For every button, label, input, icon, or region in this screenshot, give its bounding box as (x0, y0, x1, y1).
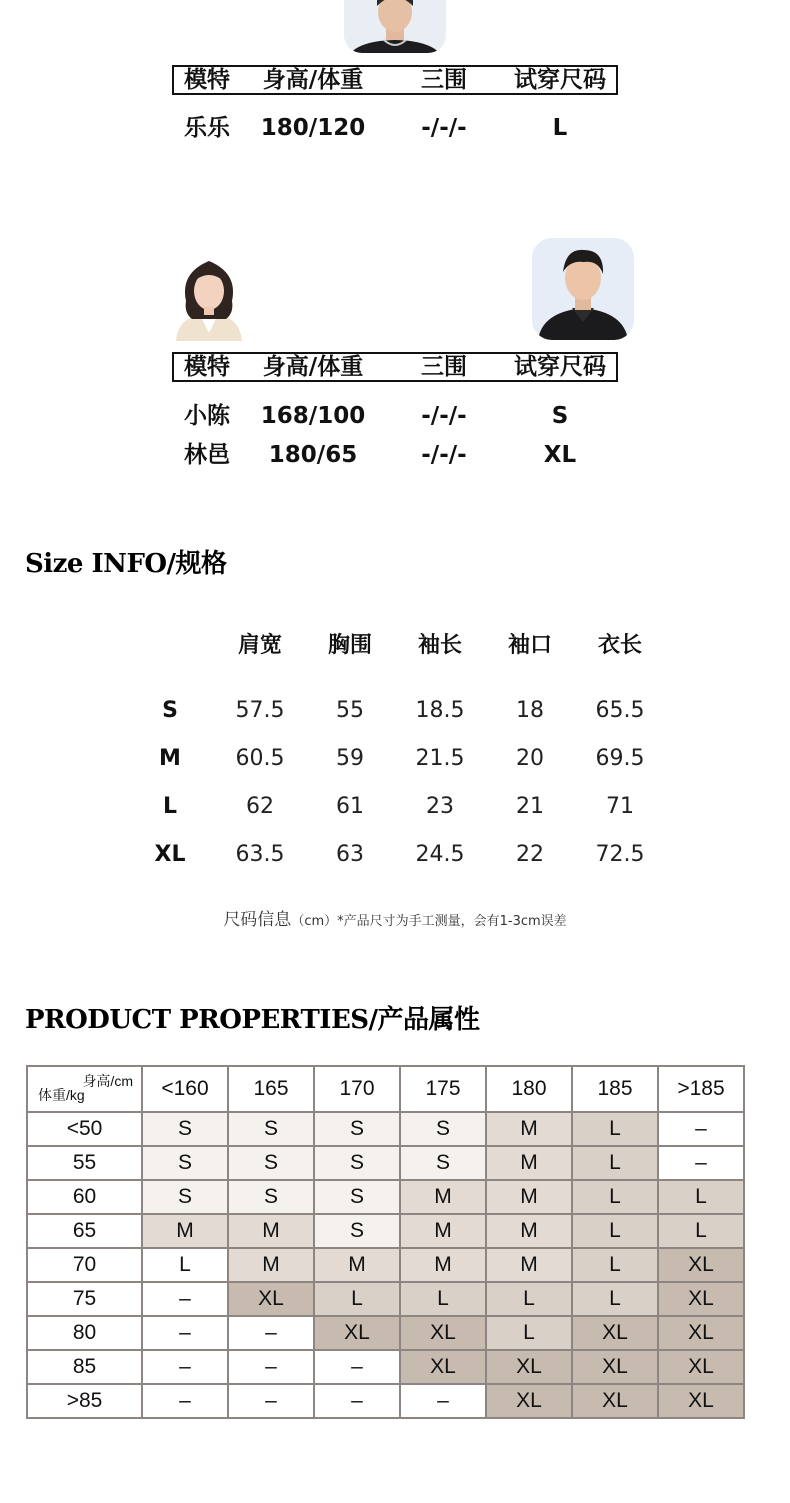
grid-row (27, 1282, 744, 1316)
size-cell: XL (658, 1384, 744, 1418)
size-cell: M (486, 1214, 572, 1248)
model-height-weight: 180/65 (268, 442, 358, 468)
size-value: 21.5 (415, 746, 465, 771)
height-header: 185 (572, 1066, 658, 1112)
model-name: 乐乐 (184, 115, 230, 141)
model-avatar-xiaochen (168, 253, 250, 341)
size-cell: XL (572, 1384, 658, 1418)
size-cell: – (228, 1316, 314, 1350)
size-cell: S (142, 1146, 228, 1180)
weight-axis-label: 体重/kg (38, 1087, 85, 1103)
size-value: 24.5 (415, 842, 465, 867)
size-cell: L (572, 1248, 658, 1282)
size-cell: L (658, 1180, 744, 1214)
model-size: L (552, 115, 568, 141)
weight-label: 70 (27, 1248, 142, 1282)
size-cell: S (142, 1112, 228, 1146)
height-header: 170 (314, 1066, 400, 1112)
grid-row (27, 1248, 744, 1282)
size-cell: XL (658, 1350, 744, 1384)
size-value: 20 (516, 746, 544, 771)
size-cell: M (400, 1214, 486, 1248)
grid-row (27, 1350, 744, 1384)
grid-row (27, 1180, 744, 1214)
size-cell: M (228, 1214, 314, 1248)
size-cell: M (228, 1248, 314, 1282)
size-cell: XL (486, 1384, 572, 1418)
model-photo-icon (532, 238, 634, 340)
model-size: S (551, 403, 569, 429)
size-value: 59 (336, 746, 364, 771)
size-cell: – (314, 1350, 400, 1384)
size-cell: L (572, 1214, 658, 1248)
size-row-label: XL (154, 842, 186, 867)
model-photo-icon (168, 253, 250, 341)
product-properties-title: PRODUCT PROPERTIES/产品属性 (25, 1005, 480, 1035)
size-cell: – (658, 1112, 744, 1146)
model-name: 小陈 (184, 403, 230, 429)
model-measurements: -/-/- (421, 442, 467, 468)
model-photo-icon (344, 0, 446, 53)
size-value: 21 (516, 794, 544, 819)
size-cell: M (142, 1214, 228, 1248)
height-header: <160 (142, 1066, 228, 1112)
size-cell: S (314, 1180, 400, 1214)
size-cell: – (400, 1384, 486, 1418)
weight-label: 60 (27, 1180, 142, 1214)
size-cell: – (228, 1384, 314, 1418)
height-header: >185 (658, 1066, 744, 1112)
size-cell: M (486, 1146, 572, 1180)
model-measurements: -/-/- (421, 403, 467, 429)
model-name: 林邑 (184, 442, 230, 468)
size-col-cuff: 袖口 (507, 633, 552, 658)
size-row-label: S (162, 698, 178, 723)
size-cell: – (142, 1316, 228, 1350)
size-value: 57.5 (235, 698, 285, 723)
size-cell: – (142, 1282, 228, 1316)
weight-label: >85 (27, 1384, 142, 1418)
size-cell: – (142, 1350, 228, 1384)
size-recommendation-grid (26, 1065, 745, 1419)
size-cell: – (142, 1384, 228, 1418)
size-value: 71 (606, 794, 634, 819)
weight-label: 55 (27, 1146, 142, 1180)
size-value: 18 (516, 698, 544, 723)
size-cell: M (486, 1112, 572, 1146)
header-model: 模特 (184, 354, 230, 380)
size-cell: XL (486, 1350, 572, 1384)
size-footnote (0, 905, 790, 930)
size-cell: L (486, 1282, 572, 1316)
size-row-label: L (162, 794, 178, 819)
size-cell: S (228, 1180, 314, 1214)
size-cell: M (400, 1180, 486, 1214)
height-header: 175 (400, 1066, 486, 1112)
size-value: 61 (336, 794, 364, 819)
size-cell: – (314, 1384, 400, 1418)
size-cell: L (572, 1282, 658, 1316)
model-measurements: -/-/- (421, 115, 467, 141)
size-info-title: Size INFO/规格 (25, 549, 227, 579)
model-height-weight: 168/100 (260, 403, 366, 429)
grid-row (27, 1214, 744, 1248)
size-cell: L (486, 1316, 572, 1350)
footnote-main: 尺码信息 (223, 910, 292, 930)
size-cell: M (486, 1248, 572, 1282)
size-col-length: 衣长 (597, 633, 642, 658)
height-axis-label: 身高/cm (82, 1073, 133, 1089)
size-value: 55 (336, 698, 364, 723)
weight-label: 80 (27, 1316, 142, 1350)
size-value: 22 (516, 842, 544, 867)
size-cell: S (400, 1112, 486, 1146)
size-col-chest: 胸围 (327, 633, 372, 658)
grid-row (27, 1384, 744, 1418)
weight-label: <50 (27, 1112, 142, 1146)
size-cell: L (658, 1214, 744, 1248)
size-row-label: M (159, 746, 181, 771)
height-header: 165 (228, 1066, 314, 1112)
header-height-weight: 身高/体重 (262, 354, 364, 380)
weight-label: 65 (27, 1214, 142, 1248)
grid-header-row (27, 1066, 744, 1112)
size-cell: S (314, 1146, 400, 1180)
size-cell: S (314, 1112, 400, 1146)
size-cell: L (572, 1180, 658, 1214)
header-height-weight: 身高/体重 (262, 67, 364, 93)
size-cell: L (400, 1282, 486, 1316)
size-col-sleeve: 袖长 (417, 633, 462, 658)
size-value: 18.5 (415, 698, 465, 723)
size-cell: – (658, 1146, 744, 1180)
size-cell: S (228, 1146, 314, 1180)
grid-corner (27, 1066, 142, 1112)
header-measurements: 三围 (421, 67, 467, 93)
size-cell: S (314, 1214, 400, 1248)
size-value: 60.5 (235, 746, 285, 771)
size-cell: L (572, 1146, 658, 1180)
size-col-shoulder: 肩宽 (237, 633, 282, 658)
footnote-detail: （cm）*产品尺寸为手工测量，会有1-3cm误差 (291, 914, 567, 929)
size-cell: – (228, 1350, 314, 1384)
size-cell: XL (400, 1350, 486, 1384)
grid-row (27, 1146, 744, 1180)
size-cell: S (400, 1146, 486, 1180)
size-value: 69.5 (595, 746, 645, 771)
model-avatar-linyi (532, 238, 634, 340)
size-cell: XL (228, 1282, 314, 1316)
size-cell: XL (572, 1350, 658, 1384)
model-height-weight: 180/120 (260, 115, 366, 141)
size-cell: M (486, 1180, 572, 1214)
size-cell: XL (572, 1316, 658, 1350)
size-value: 62 (246, 794, 274, 819)
header-model: 模特 (184, 67, 230, 93)
size-cell: S (142, 1180, 228, 1214)
size-value: 63.5 (235, 842, 285, 867)
size-value: 63 (336, 842, 364, 867)
size-value: 65.5 (595, 698, 645, 723)
size-cell: XL (658, 1316, 744, 1350)
model-size: XL (543, 442, 577, 468)
size-cell: XL (314, 1316, 400, 1350)
grid-row (27, 1112, 744, 1146)
weight-label: 75 (27, 1282, 142, 1316)
size-value: 23 (426, 794, 454, 819)
size-cell: L (314, 1282, 400, 1316)
size-cell: L (572, 1112, 658, 1146)
header-fitting-size: 试穿尺码 (514, 67, 606, 93)
height-header: 180 (486, 1066, 572, 1112)
size-cell: XL (658, 1248, 744, 1282)
size-cell: M (314, 1248, 400, 1282)
size-cell: XL (400, 1316, 486, 1350)
size-cell: S (228, 1112, 314, 1146)
size-value: 72.5 (595, 842, 645, 867)
size-cell: L (142, 1248, 228, 1282)
weight-label: 85 (27, 1350, 142, 1384)
header-measurements: 三围 (421, 354, 467, 380)
size-cell: M (400, 1248, 486, 1282)
model-avatar-lele (344, 0, 446, 53)
header-fitting-size: 试穿尺码 (514, 354, 606, 380)
grid-row (27, 1316, 744, 1350)
size-cell: XL (658, 1282, 744, 1316)
